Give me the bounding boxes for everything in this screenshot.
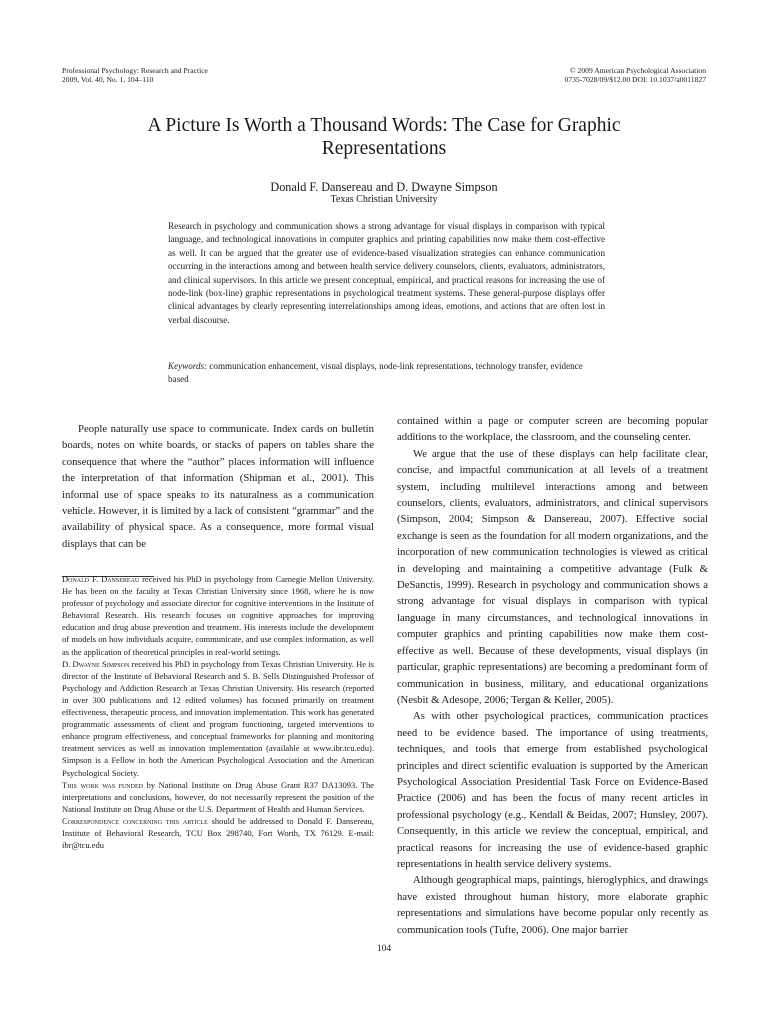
footnote-name: D. Dwayne Simpson xyxy=(62,658,130,669)
copyright-header xyxy=(565,66,706,84)
body-paragraph: We argue that the use of these displays can help facilitate clear, concise, and impactful communication at all levels of a treatment system, including multilevel interactions among and between counselors, clients, evaluators, administrators, and clinical supervisors (Simpson, 2004; Simpson & Dansereau, 2007). Effective social exchange is seen as the foundation for all modern organizations, and the incorporation of new communication technologies is viewed as critical in developing and maintaining a competitive advantage (Fulk & DeSanctis, 1999). Research in psychology and communication shows a strong advantage for visual displays in comparison with typical language in many circumstances, and technological innovations in computer graphics and printing capabilities now make them cost-effective as well. Because of these developments, visual displays (in particular, graphic representations) are becoming a predominant form of communication in business, military, and educational organizations (Nesbit & Adesope, 2006; Tergan & Keller, 2005). xyxy=(397,447,708,706)
author-affiliation: Texas Christian University xyxy=(330,194,438,205)
article-title: A Picture Is Worth a Thousand Words: The Case for Graphic Representations xyxy=(147,115,621,159)
right-column xyxy=(397,413,708,938)
page-number: 104 xyxy=(376,944,392,954)
footnote-author-1 xyxy=(62,573,374,658)
abstract xyxy=(168,220,605,327)
journal-header xyxy=(62,66,208,84)
footnote-lead: Correspondence concerning this article xyxy=(62,815,208,826)
footnote-text: received his PhD in psychology from Texas Christian University. He is director of the Institute of Behavioral Research and S. B. Sells Distinguished Professor of Psychology and Addiction Research at Texas Christian University. His research (reported in over 300 publications and 12 edited volumes) has focused primarily on treatment effectiveness, therapeutic process, and innovation implementation. This work has generated programmatic assessments of client and program functioning, targeted interventions to enhance program effectiveness, and conceptual frameworks for planning and monitoring treatment services as well as innovation implementation (available at www.ibr.tcu.edu). Simpson is a Fellow in both the American Psychological Association and the American Psychological Society. xyxy=(62,658,374,778)
keywords-text: communication enhancement, visual displays, node-link representations, technology transfer, evidence based xyxy=(168,361,583,385)
body-paragraph: As with other psychological practices, communication practices need to be evidence based. The importance of using treatments, techniques, and tools that emerge from established psychological principles and direct scientific evaluation is supported by the American Psychological Association Presidential Task Force on Evidence-Based Practice (2006) and has been the focus of many recent articles in professional psychology (e.g., Kendall & Beidas, 2007; Hunsley, 2007). Consequently, in this article we review the conceptual, empirical, and practical reasons for increasing the use of evidence-based graphic representations in health service delivery systems. xyxy=(397,710,708,870)
author-names: Donald F. Dansereau and D. Dwayne Simpson xyxy=(270,180,498,194)
copyright-notice: © 2009 American Psychological Association xyxy=(569,66,706,75)
keywords-label: Keywords: xyxy=(168,361,208,371)
author-footnotes xyxy=(62,573,374,851)
footnote-funding xyxy=(62,779,374,815)
keywords xyxy=(168,360,605,387)
footnote-lead: This work was funded xyxy=(62,779,143,790)
body-paragraph: Although geographical maps, paintings, hieroglyphics, and drawings have existed throughout human history, more elaborate graphic representations and simulations have become popular only recently as communication tools (Tufte, 2006). One major barrier xyxy=(397,874,708,936)
footnote-text: should be addressed to Donald F. Dansereau, Institute of Behavioral Research, TCU Box 298740, Fort Worth, TX 76129. E-mail: ibr@tcu.edu xyxy=(62,815,374,851)
body-paragraph: People naturally use space to communicate. Index cards on bulletin boards, notes on white boards, or stacks of papers on tables share the consequence that where the “author” places information will influence the interpretation of that information (Shipman et al., 2001). This informal use of space speaks to its naturalness as a communication vehicle. However, it is limited by a lack of consistent “grammar” and the availability of physical space. As a consequence, more formal visual displays that can be xyxy=(62,423,374,550)
left-column xyxy=(62,421,374,552)
footnote-text: received his PhD in psychology from Carnegie Mellon University. He has been on the faculty at Texas Christian University since 1968, where he is now professor of psychology and associate director for cognitive interventions in the Institute of Behavioral Research. His research focuses on cognitive approaches for improving education and drug abuse prevention and treatment. His interests include the development of models on how individuals acquire, communicate, and use complex information, as well as the application of theoretical principles in real-world settings. xyxy=(62,574,374,657)
issn-doi: 0735-7028/09/$12.00 DOI: 10.1037/a0011827 xyxy=(564,75,706,84)
abstract-text: Research in psychology and communication shows a strong advantage for visual displays in comparison with typical language, and technological innovations in computer graphics and printing capabilities now make them cost-effective as well. It can be argued that the greater use of evidence-based visualization strategies can enhance communication occurring in the interactions among and between health service delivery counselors, clients, evaluators, administrators, and clinical supervisors. In this article we present conceptual, empirical, and practical reasons for increasing the use of node-link (box-line) graphic representations in psychological treatment systems. These general-purpose displays offer clinical advantages by clearly representing interrelationships among ideas, emotions, and actions that are often lost in verbal discourse. xyxy=(168,221,605,325)
footnote-correspondence xyxy=(62,815,374,851)
footnote-text: by National Institute on Drug Abuse Grant R37 DA13093. The interpretations and conclusions, however, do not necessarily represent the position of the National Institute on Drug Abuse or the U.S. Department of Health and Human Services. xyxy=(62,779,374,814)
footnote-name: Donald F. Dansereau xyxy=(62,574,140,584)
footnote-author-2 xyxy=(62,658,374,779)
journal-issue: 2009, Vol. 40, No. 1, 104–110 xyxy=(62,75,154,84)
journal-name: Professional Psychology: Research and Practice xyxy=(62,66,208,75)
body-paragraph: contained within a page or computer screen are becoming popular additions to the workplace, the classroom, and the counseling center. xyxy=(397,415,708,444)
